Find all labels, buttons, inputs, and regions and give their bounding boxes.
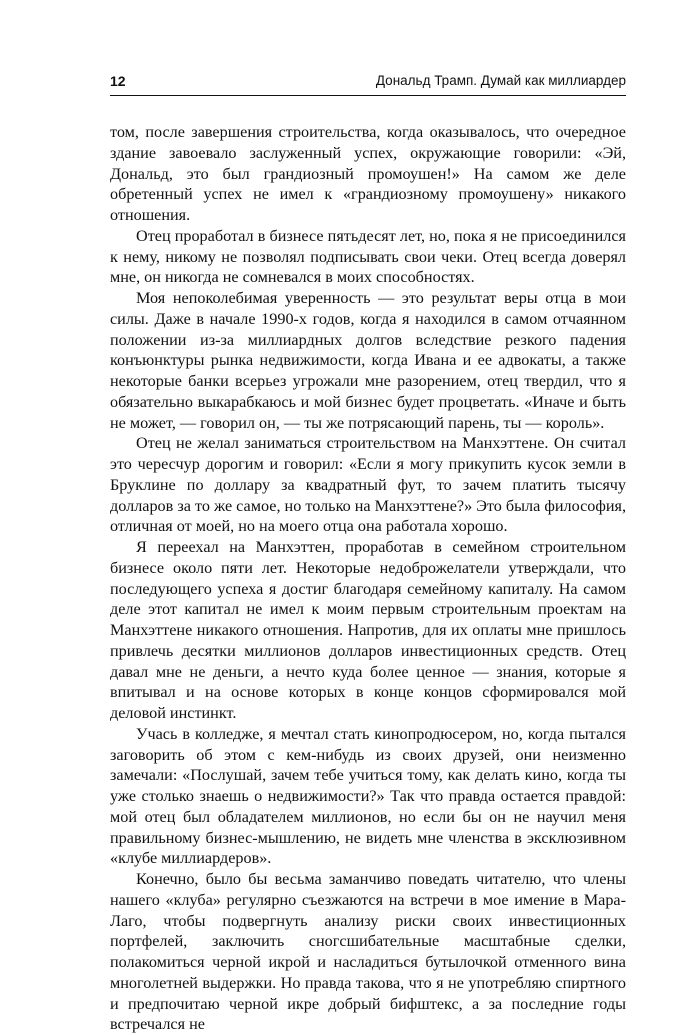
paragraph: Моя непоколебимая уверенность — это результат веры отца в мои силы. Даже в начале 1990-х годов, когда я находился в самом отчаянном положении из-за миллиардных долгов вследствие резкого падения конъюнктуры рынка недвижимости, когда Ивана и ее адвокаты, а также некоторые банки всерьез угрожали мне разорением, отец твердил, что я обязательно выкарабкаюсь и мой бизнес будет процветать. «Иначе и быть не может, — говорил он, — ты же потрясающий парень, ты — король».	[110, 289, 626, 432]
paragraph: Отец не желал заниматься строительством на Манхэттене. Он считал это чересчур дорогим и говорил: «Если я могу прикупить кусок земли в Бруклине по доллару за квадратный фут, то зачем платить тысячу долларов за то же самое, но только на Манхэттене?» Это была философия, отличная от моей, но на моего отца она работала хорошо.	[110, 434, 626, 536]
paragraph: Отец проработал в бизнесе пятьдесят лет, но, пока я не присоединился к нему, никому не позволял подписывать свои чеки. Отец всегда доверял мне, он никогда не сомневался в моих способностях.	[110, 226, 626, 287]
header-rule	[110, 95, 626, 96]
paragraph: Я переехал на Манхэттен, проработав в семейном строительном бизнесе около пяти лет. Некоторые недоброжелатели утверждали, что последующего успеха я достиг благодаря семейному капиталу. На самом деле этот капитал не имел к моим первым строительным проектам на Манхэттене никакого отношения. Напротив, для их оплаты мне пришлось привлечь десятки миллионов долларов инвестиционных средств. Отец давал мне не деньги, а нечто куда более ценное — знания, которые я впитывал и на основе которых в конце концов сформировался мой деловой инстинкт.	[110, 538, 626, 722]
paragraph: Конечно, было бы весьма заманчиво поведать читателю, что члены нашего «клуба» регулярно съезжаются на встречи в мое имение в Мара-Лаго, чтобы подвергнуть анализу риски своих инвестиционных портфелей, заключить сногсшибательные масштабные сделки, полакомиться черной икрой и насладиться бутылочкой отменного вина многолетней выдержки. Но правда такова, что я не употребляю спиртного и предпочитаю черной икре добрый бифштекс, а за последние годы встречался не	[110, 870, 626, 1034]
paragraph: том, после завершения строительства, когда оказывалось, что очередное здание завоевало заслуженный успех, окружающие говорили: «Эй, Дональд, это был грандиозный промоушен!» На самом же деле обретенный успех не имел к «грандиозному промоушену» никакого отношения.	[110, 123, 626, 224]
body-text	[110, 122, 626, 1035]
paragraph: Учась в колледже, я мечтал стать кинопродюсером, но, когда пытался заговорить об этом с кем-нибудь из своих друзей, они неизменно замечали: «Послушай, зачем тебе учиться тому, как делать кино, когда ты уже столько знаешь о недвижимости?» Так что правда остается правдой: мой отец был обладателем миллионов, но если бы он не научил меня правильному бизнес-мышлению, не видеть мне членства в эксклюзивном «клубе миллиардеров».	[110, 724, 626, 868]
page-number: 12	[110, 73, 126, 89]
page-header	[110, 73, 626, 95]
running-title: Дональд Трамп. Думай как миллиардер	[375, 73, 626, 88]
